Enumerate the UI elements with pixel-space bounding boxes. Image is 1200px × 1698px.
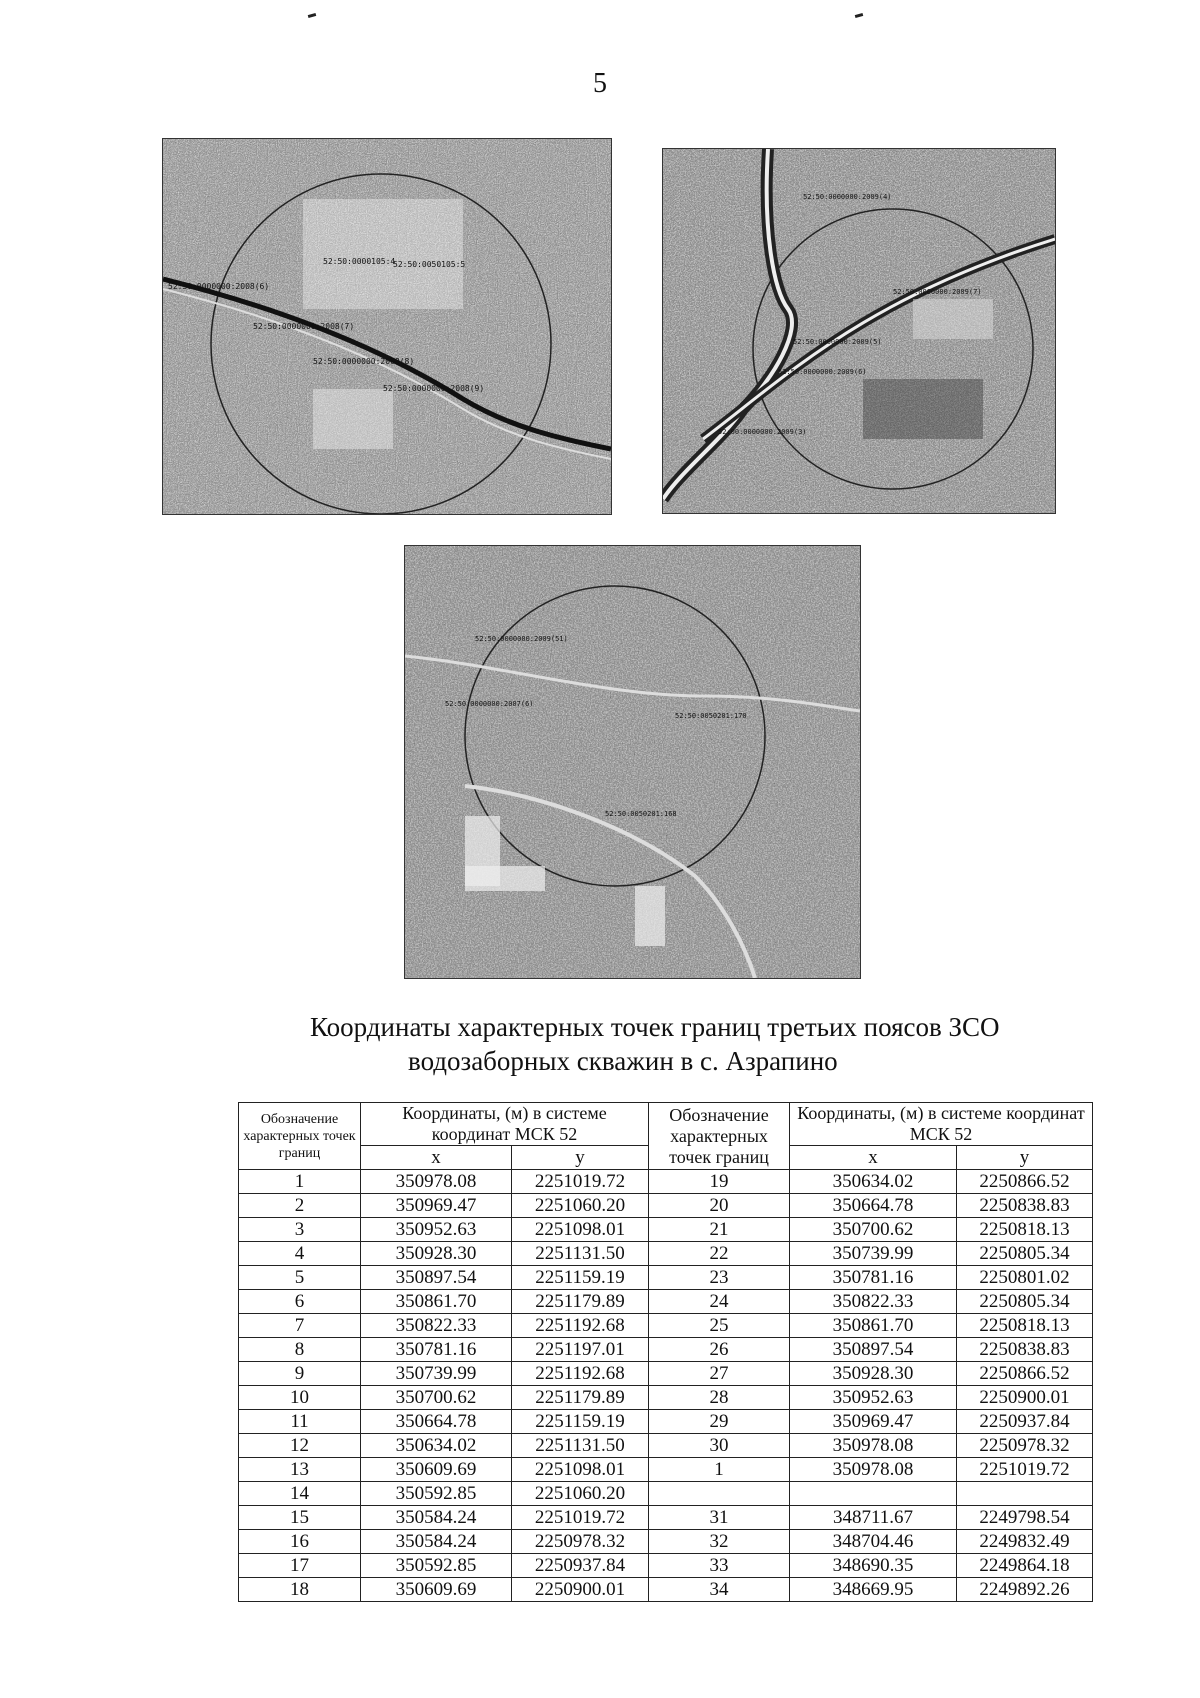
cell-y-right: 2250866.52: [957, 1170, 1093, 1194]
cell-y-right: 2250937.84: [957, 1410, 1093, 1434]
cell-y-right: 2249892.26: [957, 1578, 1093, 1602]
cell-point-id-left: 7: [239, 1314, 361, 1338]
table-row: [239, 1554, 1093, 1578]
table-row: [239, 1434, 1093, 1458]
cell-x-right: 350952.63: [790, 1386, 957, 1410]
cell-point-id-left: 11: [239, 1410, 361, 1434]
cell-point-id-right: 26: [649, 1338, 790, 1362]
table-row: [239, 1218, 1093, 1242]
map2-label-3: 52:50:0000000:2009(5): [793, 338, 882, 346]
caption-line-1: Координаты характерных точек границ третьих поясов ЗСО: [310, 1012, 1000, 1042]
table-row: [239, 1578, 1093, 1602]
cell-y-left: 2251179.89: [512, 1386, 649, 1410]
cell-point-id-left: 10: [239, 1386, 361, 1410]
table-row: [239, 1170, 1093, 1194]
cell-point-id-right: 25: [649, 1314, 790, 1338]
cell-point-id-right: 19: [649, 1170, 790, 1194]
table-caption: [0, 1010, 1200, 1078]
cell-point-id-right: 20: [649, 1194, 790, 1218]
cell-point-id-left: 13: [239, 1458, 361, 1482]
cell-y-right: 2249864.18: [957, 1554, 1093, 1578]
header-x-left: x: [361, 1146, 512, 1170]
cell-y-right: 2250838.83: [957, 1338, 1093, 1362]
cell-y-left: 2251131.50: [512, 1242, 649, 1266]
cell-x-left: 350969.47: [361, 1194, 512, 1218]
cell-y-right: 2250801.02: [957, 1266, 1093, 1290]
cell-x-right: [790, 1482, 957, 1506]
table-row: [239, 1314, 1093, 1338]
cell-y-left: 2251192.68: [512, 1314, 649, 1338]
cell-y-left: 2250900.01: [512, 1578, 649, 1602]
cell-y-left: 2251159.19: [512, 1410, 649, 1434]
cell-point-id-left: 16: [239, 1530, 361, 1554]
cell-y-right: 2251019.72: [957, 1458, 1093, 1482]
cell-point-id-left: 8: [239, 1338, 361, 1362]
cell-x-left: 350781.16: [361, 1338, 512, 1362]
cell-x-left: 350739.99: [361, 1362, 512, 1386]
cell-point-id-left: 18: [239, 1578, 361, 1602]
map-aerial-2-image: [663, 149, 1055, 513]
page-number: 5: [593, 68, 607, 99]
cell-y-left: 2251060.20: [512, 1482, 649, 1506]
map1-label-6: 52:50:0000000:2008(9): [383, 384, 485, 393]
header-point-left: Обозначение характерных точек границ: [239, 1103, 361, 1170]
cell-y-left: 2251019.72: [512, 1506, 649, 1530]
header-x-right: x: [790, 1146, 957, 1170]
cell-point-id-right: 29: [649, 1410, 790, 1434]
table-row: [239, 1482, 1093, 1506]
cell-y-left: 2251159.19: [512, 1266, 649, 1290]
cell-y-left: 2250937.84: [512, 1554, 649, 1578]
cell-point-id-right: [649, 1482, 790, 1506]
cell-point-id-right: 33: [649, 1554, 790, 1578]
cell-x-left: 350584.24: [361, 1530, 512, 1554]
cell-x-left: 350861.70: [361, 1290, 512, 1314]
map1-label-1: 52:50:0000105:4: [323, 257, 396, 266]
cell-point-id-left: 6: [239, 1290, 361, 1314]
map-aerial-3: [404, 545, 861, 979]
cell-x-left: 350609.69: [361, 1578, 512, 1602]
cell-point-id-right: 24: [649, 1290, 790, 1314]
cell-y-left: 2251060.20: [512, 1194, 649, 1218]
cell-x-right: 350978.08: [790, 1458, 957, 1482]
map3-label-3: 52:50:0050201:170: [675, 712, 747, 720]
table-row: [239, 1506, 1093, 1530]
cell-y-left: 2251197.01: [512, 1338, 649, 1362]
cell-y-right: [957, 1482, 1093, 1506]
cell-point-id-right: 28: [649, 1386, 790, 1410]
scan-mark-right: [855, 13, 864, 18]
cell-x-left: 350664.78: [361, 1410, 512, 1434]
cell-x-left: 350897.54: [361, 1266, 512, 1290]
cell-x-right: 350634.02: [790, 1170, 957, 1194]
cell-x-right: 348669.95: [790, 1578, 957, 1602]
map2-label-5: 52:00:0000000:2009(3): [718, 428, 807, 436]
coordinates-table-body: [239, 1170, 1093, 1602]
header-coords-left: Координаты, (м) в системе координат МСК 52: [361, 1103, 649, 1146]
cell-y-left: 2251098.01: [512, 1458, 649, 1482]
map1-label-3: 52:50:0000000:2008(6): [168, 282, 270, 291]
cell-x-right: 350822.33: [790, 1290, 957, 1314]
cell-y-left: 2251098.01: [512, 1218, 649, 1242]
cell-point-id-left: 2: [239, 1194, 361, 1218]
cell-y-right: 2250805.34: [957, 1242, 1093, 1266]
cell-x-right: 348711.67: [790, 1506, 957, 1530]
cell-point-id-left: 15: [239, 1506, 361, 1530]
cell-point-id-right: 22: [649, 1242, 790, 1266]
cell-y-right: 2250838.83: [957, 1194, 1093, 1218]
cell-point-id-right: 32: [649, 1530, 790, 1554]
cell-y-left: 2251192.68: [512, 1362, 649, 1386]
table-row: [239, 1290, 1093, 1314]
cell-x-right: 350978.08: [790, 1434, 957, 1458]
cell-x-left: 350584.24: [361, 1506, 512, 1530]
cell-point-id-right: 27: [649, 1362, 790, 1386]
map3-label-1: 52:50:0000000:2009(51): [475, 635, 568, 643]
cell-point-id-left: 4: [239, 1242, 361, 1266]
table-row: [239, 1458, 1093, 1482]
cell-y-left: 2251131.50: [512, 1434, 649, 1458]
cell-x-left: 350822.33: [361, 1314, 512, 1338]
cell-x-left: 350952.63: [361, 1218, 512, 1242]
caption-line-2: водозаборных скважин в с. Азрапино: [408, 1046, 838, 1076]
table-row: [239, 1410, 1093, 1434]
cell-x-left: 350609.69: [361, 1458, 512, 1482]
cell-point-id-right: 21: [649, 1218, 790, 1242]
cell-x-right: 350969.47: [790, 1410, 957, 1434]
map3-label-2: 52:50:0000000:2007(6): [445, 700, 534, 708]
cell-x-left: 350978.08: [361, 1170, 512, 1194]
scan-mark-left: [308, 13, 317, 18]
cell-point-id-left: 5: [239, 1266, 361, 1290]
table-row: [239, 1338, 1093, 1362]
map1-label-2: 52:50:0050105:5: [393, 260, 466, 269]
cell-point-id-right: 1: [649, 1458, 790, 1482]
map2-label-2: 52:50:0000000:2009(7): [893, 288, 982, 296]
cell-point-id-left: 12: [239, 1434, 361, 1458]
cell-x-right: 350928.30: [790, 1362, 957, 1386]
cell-x-left: 350700.62: [361, 1386, 512, 1410]
cell-point-id-left: 1: [239, 1170, 361, 1194]
table-row: [239, 1386, 1093, 1410]
map-aerial-1: [162, 138, 612, 515]
cell-y-right: 2250978.32: [957, 1434, 1093, 1458]
cell-point-id-right: 30: [649, 1434, 790, 1458]
cell-x-right: 350664.78: [790, 1194, 957, 1218]
map-aerial-2: [662, 148, 1056, 514]
cell-x-right: 348704.46: [790, 1530, 957, 1554]
cell-point-id-left: 14: [239, 1482, 361, 1506]
cell-x-left: 350592.85: [361, 1554, 512, 1578]
cell-point-id-left: 3: [239, 1218, 361, 1242]
map2-label-1: 52:50:0000000:2009(4): [803, 193, 892, 201]
coordinates-table: [238, 1102, 1093, 1602]
cell-y-left: 2250978.32: [512, 1530, 649, 1554]
cell-x-right: 350781.16: [790, 1266, 957, 1290]
table-row: [239, 1266, 1093, 1290]
cell-x-right: 348690.35: [790, 1554, 957, 1578]
cell-y-right: 2249798.54: [957, 1506, 1093, 1530]
cell-point-id-left: 9: [239, 1362, 361, 1386]
table-row: [239, 1362, 1093, 1386]
cell-y-right: 2250900.01: [957, 1386, 1093, 1410]
cell-y-right: 2249832.49: [957, 1530, 1093, 1554]
cell-x-left: 350928.30: [361, 1242, 512, 1266]
map1-label-5: 52:50:0000000:2008(8): [313, 357, 415, 366]
cell-x-right: 350861.70: [790, 1314, 957, 1338]
map2-label-4: 52:50:0000000:2009(6): [778, 368, 867, 376]
cell-point-id-left: 17: [239, 1554, 361, 1578]
header-y-left: y: [512, 1146, 649, 1170]
cell-x-left: 350634.02: [361, 1434, 512, 1458]
cell-y-right: 2250818.13: [957, 1218, 1093, 1242]
table-row: [239, 1194, 1093, 1218]
map1-label-4: 52:50:0000000:2008(7): [253, 322, 355, 331]
cell-point-id-right: 31: [649, 1506, 790, 1530]
cell-point-id-right: 23: [649, 1266, 790, 1290]
map-aerial-1-image: [163, 139, 611, 514]
cell-x-right: 350739.99: [790, 1242, 957, 1266]
map-aerial-3-image: [405, 546, 860, 978]
cell-point-id-right: 34: [649, 1578, 790, 1602]
cell-x-right: 350897.54: [790, 1338, 957, 1362]
header-coords-right: Координаты, (м) в системе координат МСК 52: [790, 1103, 1093, 1146]
cell-x-left: 350592.85: [361, 1482, 512, 1506]
cell-y-left: 2251179.89: [512, 1290, 649, 1314]
cell-x-right: 350700.62: [790, 1218, 957, 1242]
table-row: [239, 1242, 1093, 1266]
map3-label-4: 52:50:0050201:168: [605, 810, 677, 818]
header-point-right: Обозначение характерных точек границ: [649, 1103, 790, 1170]
cell-y-right: 2250818.13: [957, 1314, 1093, 1338]
cell-y-left: 2251019.72: [512, 1170, 649, 1194]
cell-y-right: 2250866.52: [957, 1362, 1093, 1386]
table-row: [239, 1530, 1093, 1554]
header-y-right: y: [957, 1146, 1093, 1170]
cell-y-right: 2250805.34: [957, 1290, 1093, 1314]
